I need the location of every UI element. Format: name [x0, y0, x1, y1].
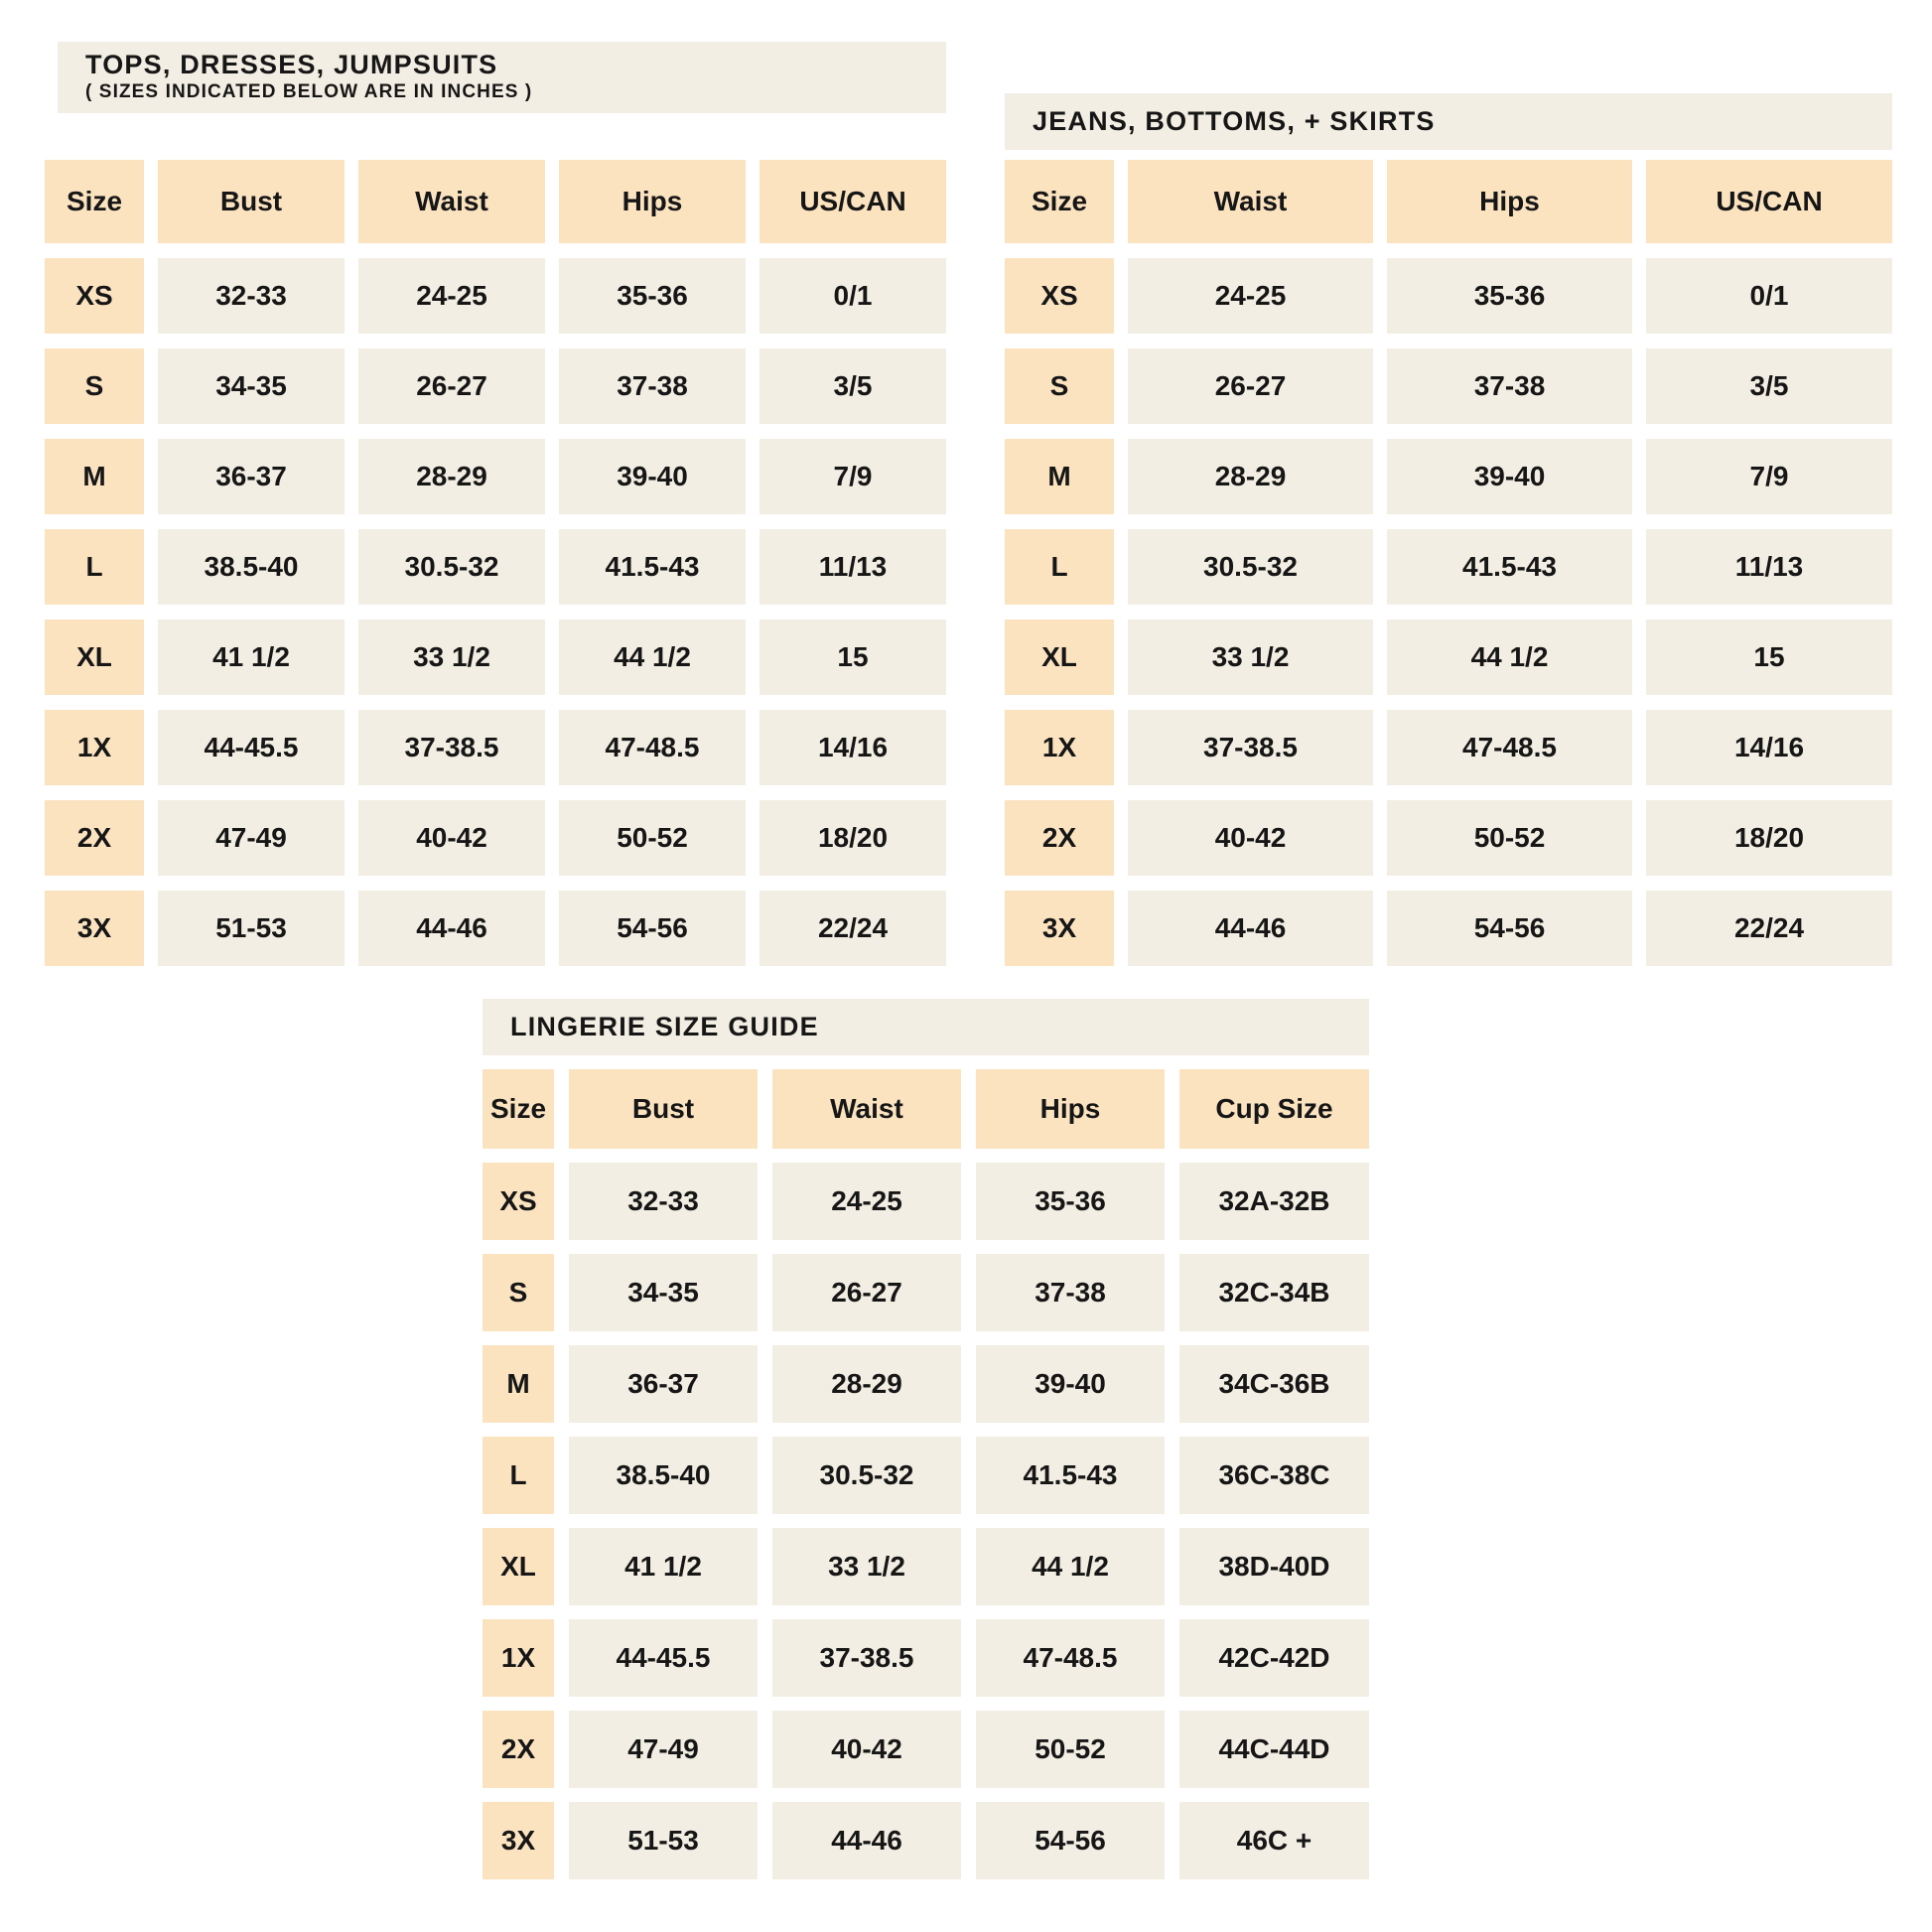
- measurement-cell: 37-38.5: [358, 710, 545, 785]
- measurement-cell: 26-27: [358, 348, 545, 424]
- measurement-cell: 44-45.5: [569, 1619, 758, 1697]
- measurement-cell: 3/5: [1646, 348, 1892, 424]
- size-label-cell: S: [483, 1254, 554, 1331]
- measurement-cell: 47-48.5: [1387, 710, 1632, 785]
- measurement-cell: 36-37: [569, 1345, 758, 1423]
- column-header-bust: Bust: [158, 160, 345, 243]
- measurement-cell: 22/24: [759, 891, 946, 966]
- size-label-cell: XS: [483, 1163, 554, 1240]
- tops-table-title-band: [58, 42, 946, 113]
- measurement-cell: 18/20: [759, 800, 946, 876]
- measurement-cell: 30.5-32: [1128, 529, 1373, 605]
- measurement-cell: 32A-32B: [1179, 1163, 1369, 1240]
- size-label-cell: S: [45, 348, 144, 424]
- size-label-cell: 1X: [1005, 710, 1114, 785]
- column-header-size: Size: [1005, 160, 1114, 243]
- measurement-cell: 28-29: [358, 439, 545, 514]
- measurement-cell: 33 1/2: [772, 1528, 961, 1605]
- size-label-cell: 2X: [45, 800, 144, 876]
- measurement-cell: 33 1/2: [1128, 620, 1373, 695]
- size-label-cell: L: [483, 1437, 554, 1514]
- lingerie-table-grid: [483, 1069, 1369, 1879]
- measurement-cell: 37-38: [1387, 348, 1632, 424]
- measurement-cell: 26-27: [1128, 348, 1373, 424]
- measurement-cell: 40-42: [1128, 800, 1373, 876]
- size-label-cell: 3X: [1005, 891, 1114, 966]
- size-label-cell: 1X: [483, 1619, 554, 1697]
- measurement-cell: 35-36: [559, 258, 746, 334]
- tops-table-subtitle: ( SIZES INDICATED BELOW ARE IN INCHES ): [85, 81, 533, 103]
- column-header-waist: Waist: [358, 160, 545, 243]
- measurement-cell: 37-38.5: [1128, 710, 1373, 785]
- measurement-cell: 44-45.5: [158, 710, 345, 785]
- measurement-cell: 15: [759, 620, 946, 695]
- measurement-cell: 32-33: [569, 1163, 758, 1240]
- measurement-cell: 37-38.5: [772, 1619, 961, 1697]
- measurement-cell: 54-56: [1387, 891, 1632, 966]
- measurement-cell: 11/13: [1646, 529, 1892, 605]
- measurement-cell: 28-29: [1128, 439, 1373, 514]
- measurement-cell: 41.5-43: [976, 1437, 1165, 1514]
- jeans-table-title: JEANS, BOTTOMS, + SKIRTS: [1033, 105, 1436, 136]
- measurement-cell: 28-29: [772, 1345, 961, 1423]
- measurement-cell: 44 1/2: [976, 1528, 1165, 1605]
- measurement-cell: 40-42: [772, 1711, 961, 1788]
- jeans-table-grid: [1005, 160, 1892, 966]
- column-header-hips: Hips: [1387, 160, 1632, 243]
- measurement-cell: 51-53: [158, 891, 345, 966]
- measurement-cell: 30.5-32: [358, 529, 545, 605]
- size-label-cell: M: [483, 1345, 554, 1423]
- measurement-cell: 39-40: [1387, 439, 1632, 514]
- size-label-cell: M: [1005, 439, 1114, 514]
- measurement-cell: 39-40: [976, 1345, 1165, 1423]
- measurement-cell: 38.5-40: [569, 1437, 758, 1514]
- jeans-bottoms-skirts-table: [1005, 93, 1892, 966]
- measurement-cell: 32-33: [158, 258, 345, 334]
- measurement-cell: 0/1: [1646, 258, 1892, 334]
- measurement-cell: 54-56: [976, 1802, 1165, 1879]
- measurement-cell: 54-56: [559, 891, 746, 966]
- size-label-cell: L: [45, 529, 144, 605]
- measurement-cell: 42C-42D: [1179, 1619, 1369, 1697]
- size-label-cell: S: [1005, 348, 1114, 424]
- measurement-cell: 37-38: [559, 348, 746, 424]
- size-label-cell: 3X: [483, 1802, 554, 1879]
- lingerie-table-title-band: [483, 999, 1369, 1055]
- measurement-cell: 47-49: [158, 800, 345, 876]
- measurement-cell: 39-40: [559, 439, 746, 514]
- size-label-cell: 2X: [483, 1711, 554, 1788]
- measurement-cell: 11/13: [759, 529, 946, 605]
- column-header-bust: Bust: [569, 1069, 758, 1149]
- measurement-cell: 38D-40D: [1179, 1528, 1369, 1605]
- size-label-cell: XS: [45, 258, 144, 334]
- tops-table-title: TOPS, DRESSES, JUMPSUITS: [85, 50, 498, 80]
- column-header-waist: Waist: [1128, 160, 1373, 243]
- size-label-cell: 3X: [45, 891, 144, 966]
- measurement-cell: 24-25: [358, 258, 545, 334]
- column-header-hips: Hips: [976, 1069, 1165, 1149]
- measurement-cell: 37-38: [976, 1254, 1165, 1331]
- measurement-cell: 50-52: [559, 800, 746, 876]
- size-label-cell: XS: [1005, 258, 1114, 334]
- size-label-cell: XL: [483, 1528, 554, 1605]
- measurement-cell: 44 1/2: [559, 620, 746, 695]
- measurement-cell: 41 1/2: [569, 1528, 758, 1605]
- measurement-cell: 24-25: [772, 1163, 961, 1240]
- tops-table-grid: [45, 160, 946, 966]
- measurement-cell: 24-25: [1128, 258, 1373, 334]
- tops-dresses-jumpsuits-table: [45, 42, 946, 966]
- measurement-cell: 44 1/2: [1387, 620, 1632, 695]
- size-label-cell: XL: [1005, 620, 1114, 695]
- size-label-cell: 2X: [1005, 800, 1114, 876]
- measurement-cell: 3/5: [759, 348, 946, 424]
- measurement-cell: 33 1/2: [358, 620, 545, 695]
- measurement-cell: 47-48.5: [976, 1619, 1165, 1697]
- measurement-cell: 32C-34B: [1179, 1254, 1369, 1331]
- column-header-us-can: US/CAN: [1646, 160, 1892, 243]
- lingerie-table-title: LINGERIE SIZE GUIDE: [510, 1011, 819, 1041]
- lingerie-size-guide-table: [483, 999, 1369, 1879]
- measurement-cell: 41.5-43: [1387, 529, 1632, 605]
- measurement-cell: 36-37: [158, 439, 345, 514]
- measurement-cell: 46C +: [1179, 1802, 1369, 1879]
- size-label-cell: 1X: [45, 710, 144, 785]
- measurement-cell: 50-52: [976, 1711, 1165, 1788]
- measurement-cell: 22/24: [1646, 891, 1892, 966]
- measurement-cell: 26-27: [772, 1254, 961, 1331]
- measurement-cell: 41.5-43: [559, 529, 746, 605]
- column-header-waist: Waist: [772, 1069, 961, 1149]
- column-header-hips: Hips: [559, 160, 746, 243]
- column-header-us-can: US/CAN: [759, 160, 946, 243]
- measurement-cell: 44C-44D: [1179, 1711, 1369, 1788]
- measurement-cell: 47-49: [569, 1711, 758, 1788]
- measurement-cell: 40-42: [358, 800, 545, 876]
- measurement-cell: 7/9: [1646, 439, 1892, 514]
- measurement-cell: 41 1/2: [158, 620, 345, 695]
- measurement-cell: 0/1: [759, 258, 946, 334]
- measurement-cell: 38.5-40: [158, 529, 345, 605]
- measurement-cell: 18/20: [1646, 800, 1892, 876]
- measurement-cell: 35-36: [1387, 258, 1632, 334]
- size-label-cell: M: [45, 439, 144, 514]
- column-header-cup-size: Cup Size: [1179, 1069, 1369, 1149]
- measurement-cell: 14/16: [1646, 710, 1892, 785]
- measurement-cell: 47-48.5: [559, 710, 746, 785]
- measurement-cell: 44-46: [358, 891, 545, 966]
- column-header-size: Size: [45, 160, 144, 243]
- measurement-cell: 30.5-32: [772, 1437, 961, 1514]
- measurement-cell: 44-46: [772, 1802, 961, 1879]
- measurement-cell: 34C-36B: [1179, 1345, 1369, 1423]
- measurement-cell: 15: [1646, 620, 1892, 695]
- size-label-cell: L: [1005, 529, 1114, 605]
- measurement-cell: 34-35: [158, 348, 345, 424]
- size-label-cell: XL: [45, 620, 144, 695]
- column-header-size: Size: [483, 1069, 554, 1149]
- jeans-table-title-band: [1005, 93, 1892, 150]
- measurement-cell: 50-52: [1387, 800, 1632, 876]
- measurement-cell: 34-35: [569, 1254, 758, 1331]
- measurement-cell: 7/9: [759, 439, 946, 514]
- measurement-cell: 35-36: [976, 1163, 1165, 1240]
- measurement-cell: 44-46: [1128, 891, 1373, 966]
- measurement-cell: 51-53: [569, 1802, 758, 1879]
- measurement-cell: 36C-38C: [1179, 1437, 1369, 1514]
- measurement-cell: 14/16: [759, 710, 946, 785]
